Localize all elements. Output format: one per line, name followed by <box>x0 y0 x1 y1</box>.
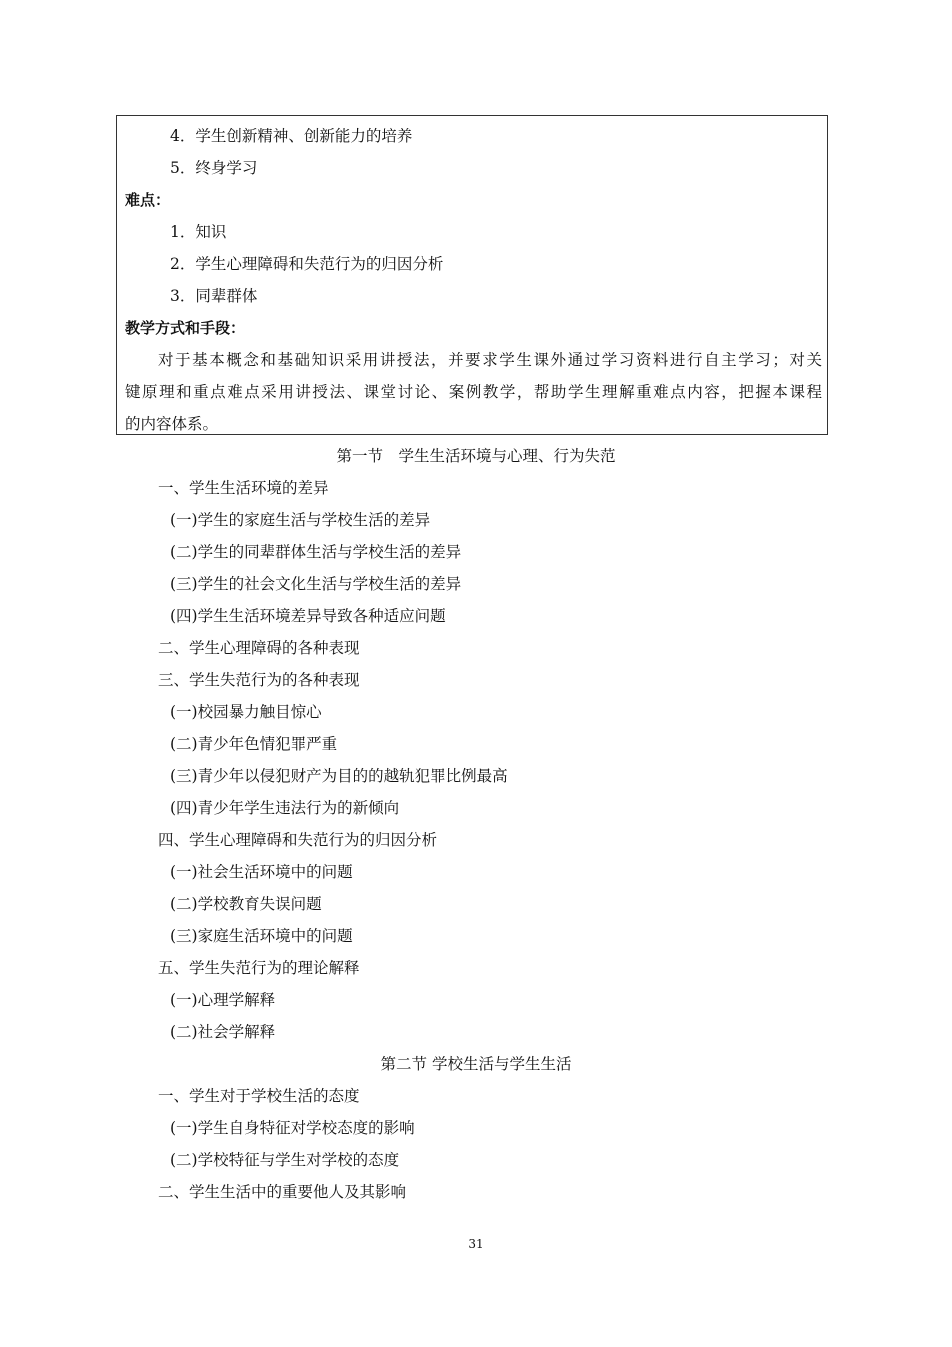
outline-level-1: 四、学生心理障碍和失范行为的归因分析 <box>158 831 438 849</box>
page-number: 31 <box>468 1237 484 1251</box>
section-2-title: 第二节 学校生活与学生生活 <box>380 1055 572 1073</box>
method-paragraph-line: 键原理和重点难点采用讲授法、课堂讨论、案例教学，帮助学生理解重难点内容，把握本课程 <box>125 383 822 401</box>
outline-level-1: 一、学生生活环境的差异 <box>158 479 329 497</box>
method-heading: 教学方式和手段： <box>125 319 246 337</box>
key-point-item: 5．终身学习 <box>170 159 258 177</box>
outline-level-1: 二、学生心理障碍的各种表现 <box>158 639 360 657</box>
outline-level-2: (三)青少年以侵犯财产为目的的越轨犯罪比例最高 <box>170 767 508 785</box>
method-paragraph-line: 对于基本概念和基础知识采用讲授法，并要求学生课外通过学习资料进行自主学习；对关 <box>158 351 822 369</box>
outline-level-2: (二)青少年色情犯罪严重 <box>170 735 338 753</box>
outline-level-2: (三)学生的社会文化生活与学校生活的差异 <box>170 575 462 593</box>
outline-level-2: (二)学校教育失误问题 <box>170 895 322 913</box>
outline-level-2: (四)青少年学生违法行为的新倾向 <box>170 799 400 817</box>
outline-level-2: (三)家庭生活环境中的问题 <box>170 927 353 945</box>
outline-level-2: (一)校园暴力触目惊心 <box>170 703 322 721</box>
outline-level-2: (一)学生自身特征对学校态度的影响 <box>170 1119 415 1137</box>
method-paragraph-line: 的内容体系。 <box>125 415 219 433</box>
section-1-title: 第一节 学生生活环境与心理、行为失范 <box>336 447 616 465</box>
outline-level-2: (一)心理学解释 <box>170 991 276 1009</box>
outline-level-2: (二)学生的同辈群体生活与学校生活的差异 <box>170 543 462 561</box>
outline-level-2: (一)社会生活环境中的问题 <box>170 863 353 881</box>
outline-level-2: (二)学校特征与学生对学校的态度 <box>170 1151 400 1169</box>
key-point-item: 4．学生创新精神、创新能力的培养 <box>170 127 413 145</box>
difficulty-item: 1．知识 <box>170 223 227 241</box>
difficulty-item: 2．学生心理障碍和失范行为的归因分析 <box>170 255 444 273</box>
outline-level-2: (二)社会学解释 <box>170 1023 276 1041</box>
difficulty-heading: 难点： <box>125 191 171 209</box>
difficulty-item: 3．同辈群体 <box>170 287 258 305</box>
outline-level-2: (四)学生生活环境差异导致各种适应问题 <box>170 607 446 625</box>
outline-level-2: (一)学生的家庭生活与学校生活的差异 <box>170 511 431 529</box>
outline-level-1: 三、学生失范行为的各种表现 <box>158 671 360 689</box>
outline-level-1: 五、学生失范行为的理论解释 <box>158 959 360 977</box>
outline-level-1: 一、学生对于学校生活的态度 <box>158 1087 360 1105</box>
outline-level-1: 二、学生生活中的重要他人及其影响 <box>158 1183 407 1201</box>
